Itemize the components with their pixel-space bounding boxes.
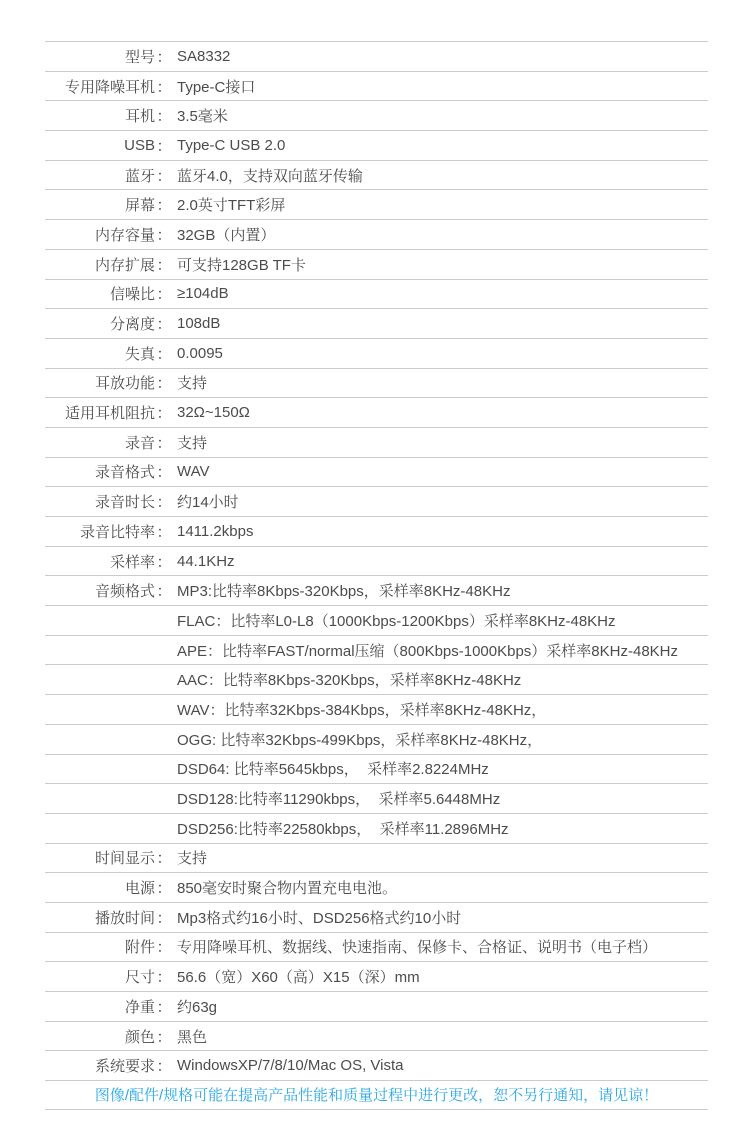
spec-colon-separator: ： [156,939,172,957]
spec-row [45,991,708,1021]
spec-value: WAV：比特率32Kbps-384Kbps，采样率8KHz-48KHz， [177,701,547,719]
spec-label: 附件 [124,939,155,957]
spec-value: 32GB（内置） [177,226,276,244]
spec-label: 内存扩展 [94,256,155,274]
spec-label: 内存容量 [94,226,155,244]
spec-row [45,605,708,635]
footer-disclaimer-row [45,1080,708,1110]
spec-value: SA8332 [177,47,231,65]
spec-value: 32Ω~150Ω [177,404,250,422]
spec-value: 支持 [177,434,208,452]
spec-colon-separator: ： [156,969,172,987]
spec-row [45,1050,708,1080]
spec-label: 失真 [124,345,155,363]
spec-label: 电源 [124,880,155,898]
spec-row [45,41,708,71]
spec-colon-separator: ： [156,108,172,126]
spec-label: 音频格式 [94,583,155,601]
spec-row [45,397,708,427]
spec-row [45,783,708,813]
spec-value: 黑色 [177,1028,208,1046]
spec-value: 44.1KHz [177,552,235,570]
spec-label: 尺寸 [124,969,155,987]
spec-label: 录音 [124,434,155,452]
spec-row [45,843,708,873]
spec-value: DSD128:比特率11290kbps， 采样率5.6448MHz [177,791,501,809]
footer-note: 图像/配件/规格可能在提高产品性能和质量过程中进行更改，恕不另行通知，请见谅！ [94,1087,659,1105]
spec-label: 分离度 [109,316,155,334]
spec-row [45,338,708,368]
spec-row [45,189,708,219]
spec-value: DSD256:比特率22580kbps， 采样率11.2896MHz [177,820,509,838]
spec-colon-separator: ： [156,850,172,868]
spec-row [45,813,708,843]
spec-row [45,694,708,724]
spec-colon-separator: ： [156,137,172,155]
spec-row [45,249,708,279]
spec-row [45,219,708,249]
spec-row [45,516,708,546]
spec-value: 850毫安时聚合物内置充电电池。 [177,880,398,898]
spec-value: 108dB [177,315,221,333]
spec-value: WindowsXP/7/8/10/Mac OS, Vista [177,1057,404,1075]
spec-colon-separator: ： [156,464,172,482]
spec-colon-separator: ： [156,583,172,601]
spec-value: Type-C接口 [177,78,256,96]
spec-value: 0.0095 [177,344,223,362]
spec-value: 可支持128GB TF卡 [177,256,306,274]
spec-row [45,872,708,902]
spec-value: AAC：比特率8Kbps-320Kbps，采样率8KHz-48KHz [177,672,522,690]
spec-value: 约14小时 [177,494,239,512]
spec-label: 颜色 [124,1028,155,1046]
spec-label: 信噪比 [109,286,155,304]
spec-label: 专用降噪耳机 [64,78,155,96]
spec-label: 蓝牙 [124,167,155,185]
spec-label: 屏幕 [124,197,155,215]
spec-value: ≥104dB [177,285,229,303]
spec-colon-separator: ： [156,226,172,244]
spec-label: 耳放功能 [94,375,155,393]
spec-colon-separator: ： [156,286,172,304]
spec-row [45,130,708,160]
spec-colon-separator: ： [156,405,172,423]
spec-colon-separator: ： [156,345,172,363]
spec-value: 蓝牙4.0，支持双向蓝牙传输 [177,167,363,185]
spec-value: MP3:比特率8Kbps-320Kbps，采样率8KHz-48KHz [177,583,511,601]
spec-label: 系统要求 [94,1058,155,1076]
spec-colon-separator: ： [156,1028,172,1046]
spec-colon-separator: ： [156,256,172,274]
spec-colon-separator: ： [156,434,172,452]
spec-row [45,1021,708,1051]
spec-row [45,427,708,457]
spec-row [45,961,708,991]
spec-row [45,932,708,962]
spec-value: Mp3格式约16小时、DSD256格式约10小时 [177,909,462,927]
spec-row [45,71,708,101]
spec-value: DSD64: 比特率5645kbps， 采样率2.8224MHz [177,761,489,779]
spec-label: 耳机 [124,108,155,126]
spec-row [45,100,708,130]
spec-value: 2.0英寸TFT彩屏 [177,197,286,215]
spec-value: 专用降噪耳机、数据线、快速指南、保修卡、合格证、说明书（电子档） [177,939,658,957]
spec-row [45,664,708,694]
spec-row [45,635,708,665]
spec-row [45,724,708,754]
spec-colon-separator: ： [156,316,172,334]
spec-colon-separator: ： [156,998,172,1016]
spec-row [45,486,708,516]
spec-value: 1411.2kbps [177,522,254,540]
spec-label: 录音格式 [94,464,155,482]
spec-colon-separator: ： [156,1058,172,1076]
spec-row [45,546,708,576]
spec-colon-separator: ： [156,523,172,541]
spec-colon-separator: ： [156,375,172,393]
spec-colon-separator: ： [156,197,172,215]
spec-label: 时间显示 [94,850,155,868]
spec-value: 56.6（宽）X60（高）X15（深）mm [177,969,420,987]
spec-row [45,457,708,487]
spec-colon-separator: ： [156,494,172,512]
spec-row [45,308,708,338]
spec-value: 支持 [177,850,208,868]
spec-label: 录音时长 [94,494,155,512]
spec-row [45,754,708,784]
spec-row [45,902,708,932]
spec-label: 净重 [124,998,155,1016]
spec-value: APE：比特率FAST/normal压缩（800Kbps-1000Kbps）采样率8KHz-48KHz [177,642,679,660]
spec-colon-separator: ： [156,78,172,96]
spec-row [45,368,708,398]
spec-value: FLAC：比特率L0-L8（1000Kbps-1200Kbps）采样率8KHz-48KHz [177,612,616,630]
spec-colon-separator: ： [156,167,172,185]
spec-value: 3.5毫米 [177,108,228,126]
spec-colon-separator: ： [156,880,172,898]
spec-colon-separator: ： [156,48,172,66]
spec-value: WAV [177,463,210,481]
spec-colon-separator: ： [156,553,172,571]
spec-row [45,575,708,605]
spec-label: 型号 [124,48,155,66]
spec-label: 录音比特率 [79,523,155,541]
spec-label: 采样率 [109,553,155,571]
spec-value: Type-C USB 2.0 [177,136,286,154]
spec-row [45,279,708,309]
spec-table [45,41,708,1110]
spec-label: 适用耳机阻抗 [64,405,155,423]
spec-colon-separator: ： [156,909,172,927]
spec-value: OGG: 比特率32Kbps-499Kbps，采样率8KHz-48KHz， [177,731,543,749]
spec-row [45,160,708,190]
spec-value: 支持 [177,375,208,393]
spec-value: 约63g [177,998,218,1016]
spec-label: 播放时间 [94,909,155,927]
spec-label: USB [124,136,155,154]
